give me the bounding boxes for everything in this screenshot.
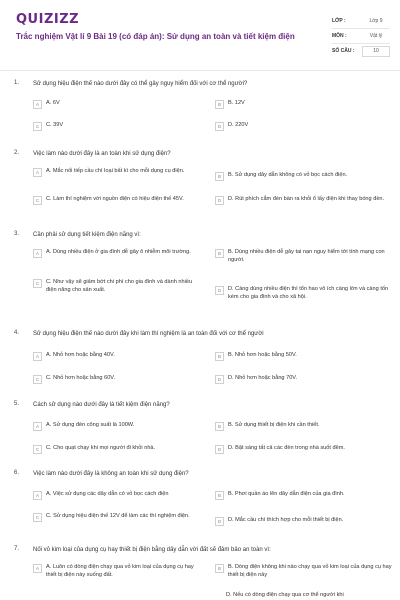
option-text: D. 220V [228,122,249,128]
option-text: A. Luôn có dòng điện chạy qua vỏ kim loại của dụng cụ hay thiết bị điện này xuống đất. [46,564,194,578]
option-letter: A [33,100,42,109]
option-c[interactable] [33,513,198,522]
option-text: A. Mắc nối tiếp cầu chì loại bất kì cho mỗi dụng cụ điện. [46,168,185,174]
option-a[interactable] [33,564,198,579]
option-letter: B [215,422,224,431]
meta-subject [332,29,390,44]
question-number: 5. [14,401,20,407]
meta-class-value: Lớp 9 [369,18,383,24]
option-text: D. Mắc cầu chì thích hợp cho mỗi thiết bị điện. [228,517,344,523]
meta-count-label: SỐ CÂU : [332,48,355,54]
question-number: 1. [14,80,20,86]
question-text: Nối vỏ kim loại của dụng cụ hay thiết bị điện bằng dây dẫn với đất sẽ đảm bảo an toàn vì: [33,547,271,553]
option-d[interactable] [215,375,394,384]
meta-count [332,44,390,58]
option-text: A. 6V [46,100,60,106]
meta-subject-label: MÔN : [332,33,347,39]
option-text: C. Như vậy sẽ giảm bớt chi phí cho gia đình và dành nhiều điện năng cho sản xuất. [46,279,193,293]
option-text: B. Phơi quần áo lên dây dẫn điện của gia đình. [228,491,345,497]
option-text: B. Nhỏ hơn hoặc bằng 50V. [228,352,297,358]
option-text: B. Sử dụng dây dẫn không có vỏ bọc cách điện. [228,172,348,178]
option-letter: D [215,445,224,454]
option-letter: C [33,122,42,131]
option-b[interactable] [215,172,394,181]
option-letter: D [215,196,224,205]
option-d[interactable] [215,592,392,600]
option-text: C. Cho quạt chạy khi mọi người đi khỏi nhà. [46,445,156,451]
option-letter: C [33,513,42,522]
option-letter: D [215,122,224,131]
question-number: 2. [14,150,20,156]
option-text: D. Rút phích cắm đèn bàn ra khỏi ổ lấy điện khi thay bóng đèn. [228,196,385,202]
option-text: A. Dùng nhiều điện ở gia đình dễ gây ô nhiễm môi trường. [46,249,191,255]
option-a[interactable] [33,491,198,500]
option-text: B. Dùng nhiều điện dễ gây tai nạn nguy hiểm tới tính mạng con người. [228,249,385,263]
option-letter: D [215,375,224,384]
option-letter: B [215,100,224,109]
option-text: C. Làm thí nghiệm với nguồn điện có hiệu điện thế 45V. [46,196,184,202]
option-letter: A [33,249,42,258]
option-text: D. Càng dùng nhiều điện thì tổn hao vô ích càng lớn và càng tốn kém cho gia đình và cho xã hội. [228,286,389,300]
option-b[interactable] [215,564,394,579]
option-letter: A [33,564,42,573]
question-text: Cần phải sử dụng tiết kiệm điện năng vì: [33,232,141,238]
option-b[interactable] [215,352,394,361]
option-letter: B [215,564,224,573]
option-d[interactable] [215,517,394,526]
quizizz-logo[interactable]: QUIZIZZ [16,12,80,27]
option-text: A. Nhỏ hơn hoặc bằng 40V. [46,352,115,358]
option-c[interactable] [33,122,198,131]
option-a[interactable] [33,422,198,431]
option-text: C. 39V [46,122,64,128]
option-d[interactable] [215,122,394,131]
meta-subject-value: Vật lý [369,33,383,39]
option-letter: B [215,249,224,258]
option-b[interactable] [215,249,394,264]
option-text: C. Nhỏ hơn hoặc bằng 60V. [46,375,116,381]
question-text: Việc làm nào dưới đây là không an toàn khi sử dụng điện? [33,471,189,477]
option-letter: D [215,517,224,526]
meta-class-label: LỚP : [332,18,346,24]
option-letter: B [215,352,224,361]
option-letter: B [215,491,224,500]
option-text: B. 12V [228,100,245,106]
meta-count-value: 10 [362,46,390,57]
question-number: 3. [14,231,20,237]
option-letter: A [33,422,42,431]
option-letter: A [33,352,42,361]
option-letter: A [33,491,42,500]
option-text: B. Dòng điện không khi nào chạy qua vỏ kim loại của dụng cụ hay thiết bị điện này [228,564,392,578]
question-text: Cách sử dụng nào dưới đây là tiết kiệm điện năng? [33,402,170,408]
option-d[interactable] [215,286,394,301]
quiz-header [0,0,400,71]
question-number: 4. [14,330,20,336]
option-a[interactable] [33,100,198,109]
option-d[interactable] [215,196,394,205]
option-text: D. Bật sáng tất cả các đèn trong nhà suốt đêm. [228,445,345,451]
option-letter: C [33,375,42,384]
option-c[interactable] [33,279,198,294]
question-text: Sử dụng hiệu điện thế nào dưới đây khi làm thí nghiệm là an toàn đối với cơ thể người [33,331,264,337]
option-text: D. Nếu có dòng điện chạy qua cơ thể người khi [226,592,344,598]
quiz-title: Trắc nghiệm Vật lí 9 Bài 19 (có đáp án): Sử dụng an toàn và tiết kiệm điện [16,32,295,41]
option-text: B. Sử dụng thiết bị điện khi cần thiết. [228,422,320,428]
option-letter: B [215,172,224,181]
option-text: D. Nhỏ hơn hoặc bằng 70V. [228,375,298,381]
question-text: Việc làm nào dưới đây là an toàn khi sử dụng điện? [33,151,171,157]
option-c[interactable] [33,445,198,454]
option-a[interactable] [33,352,198,361]
option-letter: D [215,286,224,295]
option-b[interactable] [215,491,394,500]
option-c[interactable] [33,375,198,384]
option-b[interactable] [215,422,394,431]
option-letter: A [33,168,42,177]
option-letter: C [33,279,42,288]
option-text: A. Sử dụng đèn công suất là 100W. [46,422,135,428]
option-letter: C [33,445,42,454]
meta-class [332,14,390,29]
quiz-meta [332,14,390,58]
option-text: A. Việc sử dụng các dây dẫn có vỏ bọc cách điện [46,491,169,497]
question-text: Sử dụng hiệu điện thế nào dưới đây có thể gây nguy hiểm đối với cơ thể người? [33,81,248,87]
option-text: C. Sử dụng hiệu điện thế 12V để làm các thí nghiệm điện. [46,513,190,519]
option-letter: C [33,196,42,205]
option-a[interactable] [33,168,198,177]
option-b[interactable] [215,100,394,109]
option-a[interactable] [33,249,198,258]
option-c[interactable] [33,196,198,205]
question-number: 7. [14,546,20,552]
question-number: 6. [14,470,20,476]
option-d[interactable] [215,445,394,454]
